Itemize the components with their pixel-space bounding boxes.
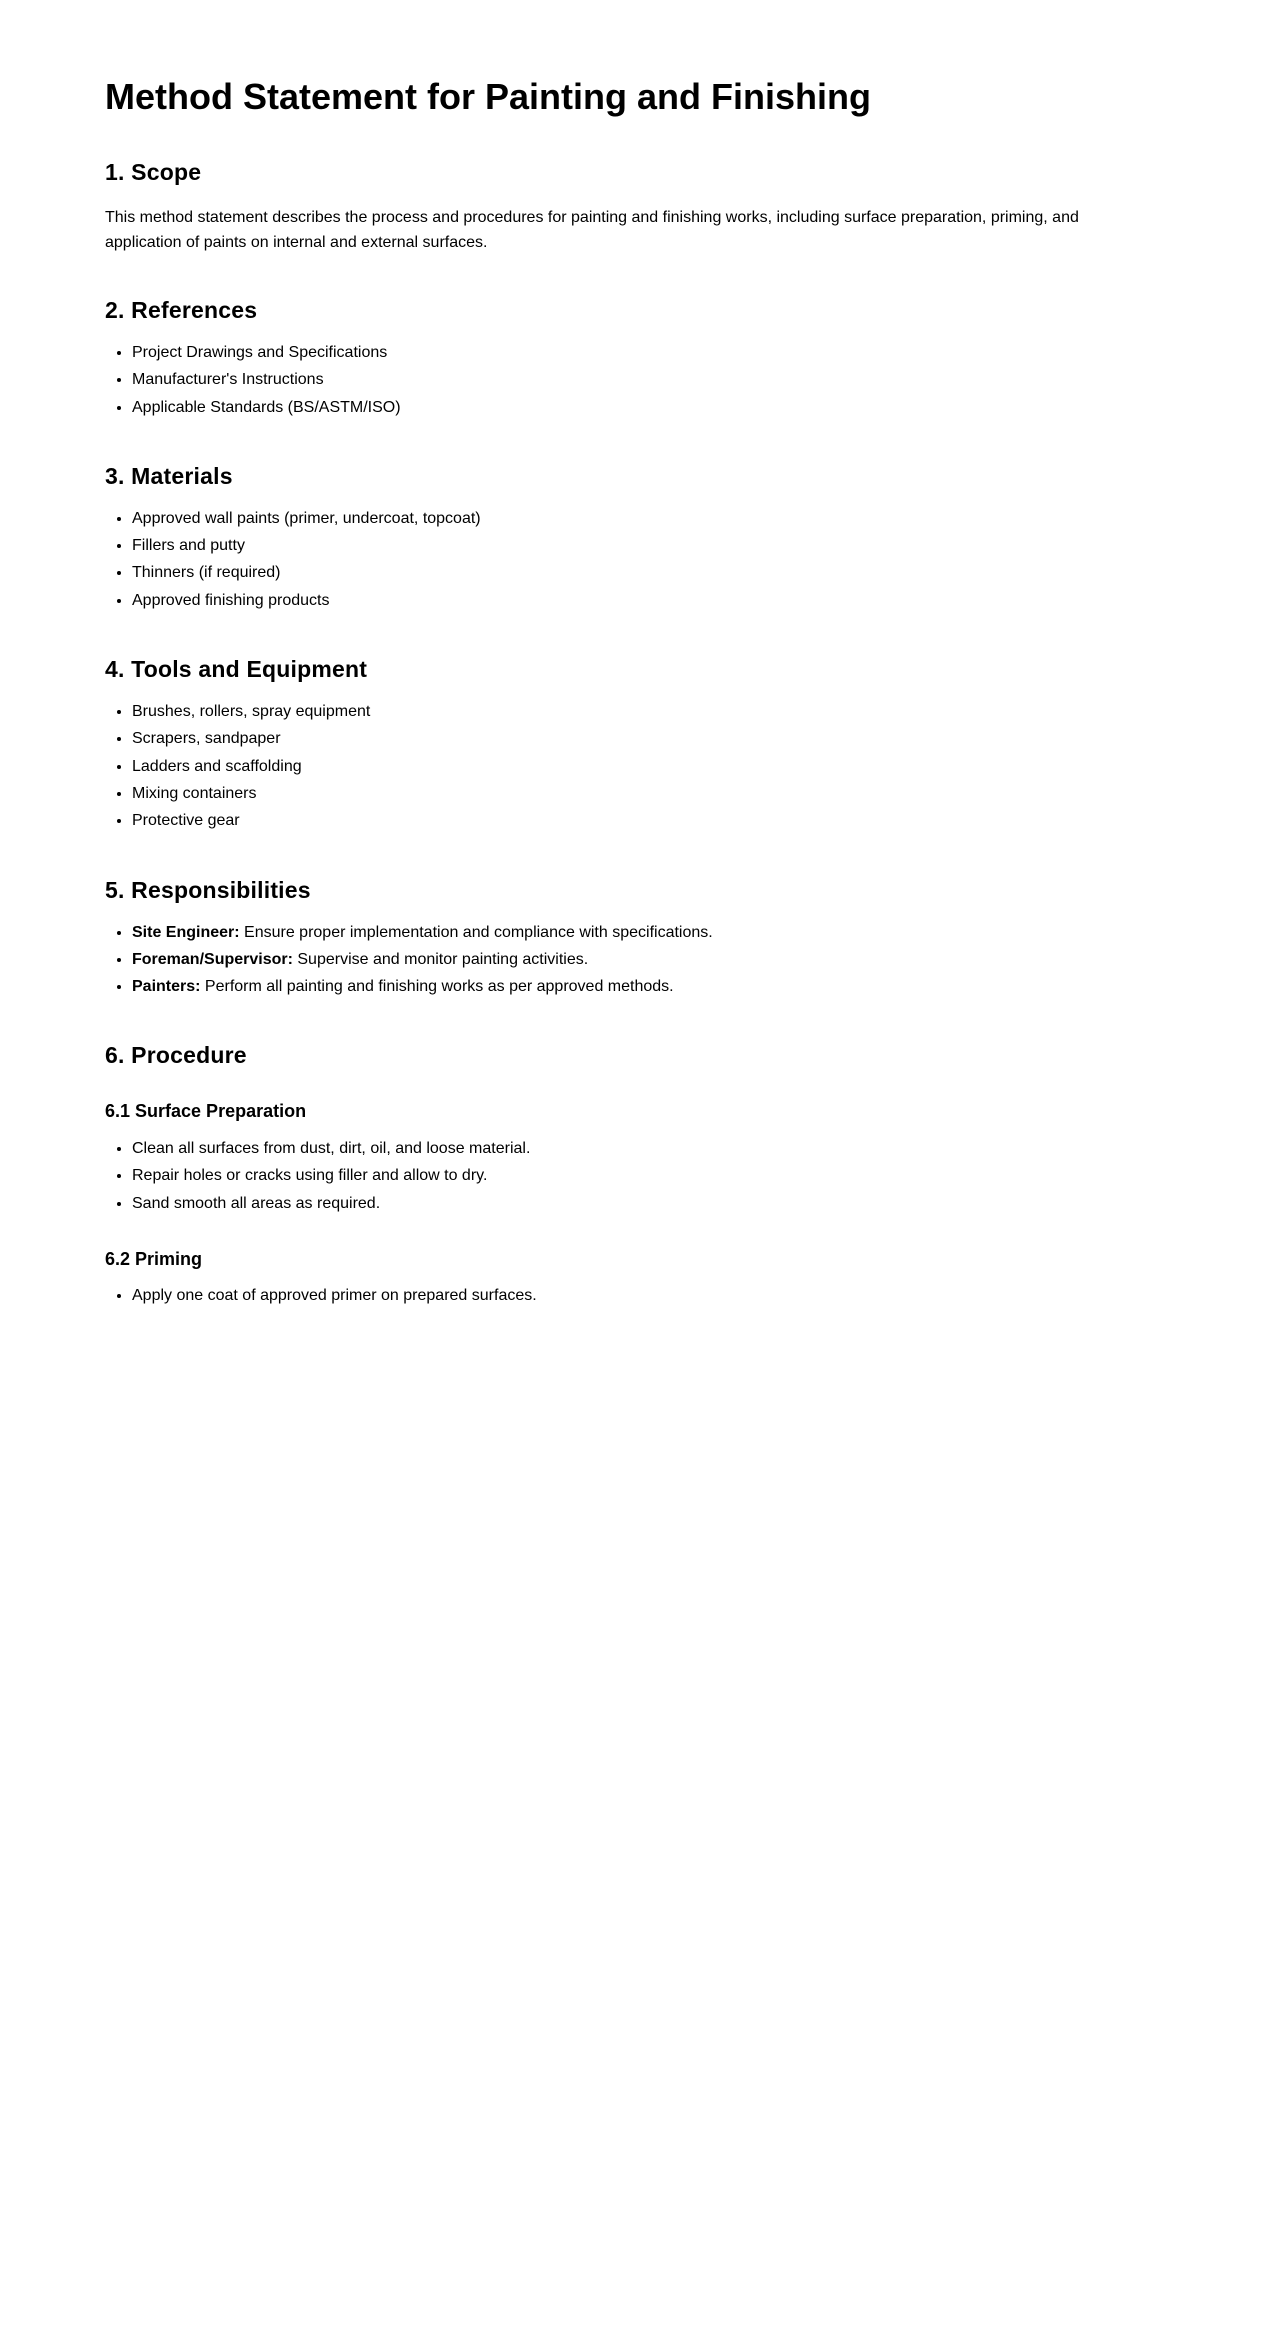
role-description: Supervise and monitor painting activities.	[292, 950, 589, 968]
role-label: Painters:	[132, 978, 201, 996]
section-heading-tools: 4. Tools and Equipment	[105, 656, 368, 683]
tools-list	[105, 698, 1158, 834]
section-heading-procedure: 6. Procedure	[105, 1042, 247, 1069]
list-item: • Approved wall paints (primer, undercoat, topcoat)	[132, 505, 1158, 532]
subsection-heading-surface-preparation: 6.1 Surface Preparation	[105, 1101, 307, 1122]
priming-list	[105, 1282, 1158, 1309]
list-item: • Repair holes or cracks using filler and allow to dry.	[132, 1162, 1158, 1189]
list-item: • Project Drawings and Specifications	[132, 339, 1158, 366]
section-heading-scope: 1. Scope	[105, 159, 202, 185]
list-item: • Apply one coat of approved primer on prepared surfaces.	[132, 1282, 1158, 1309]
list-item: • Brushes, rollers, spray equipment	[132, 698, 1158, 725]
page-title: Method Statement for Painting and Finishing	[105, 76, 871, 117]
list-item	[132, 973, 1158, 1000]
scope-text: This method statement describes the process and procedures for painting and finishing works, including surface preparation, priming, and application of paints on internal and external surfaces.	[105, 209, 1079, 251]
list-item: • Protective gear	[132, 807, 1158, 834]
role-label: Site Engineer:	[132, 923, 240, 941]
list-item: • Clean all surfaces from dust, dirt, oil, and loose material.	[132, 1135, 1158, 1162]
list-item: • Sand smooth all areas as required.	[132, 1190, 1158, 1217]
list-item: • Approved finishing products	[132, 587, 1158, 614]
responsibilities-list	[105, 919, 1158, 1001]
list-item: • Ladders and scaffolding	[132, 753, 1158, 780]
materials-list	[105, 505, 1158, 614]
role-label: Foreman/Supervisor:	[132, 950, 293, 968]
list-item: • Manufacturer's Instructions	[132, 366, 1158, 393]
subsection-heading-priming: 6.2 Priming	[105, 1248, 203, 1269]
list-item	[132, 946, 1158, 973]
list-item	[132, 919, 1158, 946]
role-description: Perform all painting and finishing works as per approved methods.	[200, 978, 674, 996]
references-list	[105, 339, 1158, 421]
list-item: • Mixing containers	[132, 780, 1158, 807]
section-heading-references: 2. References	[105, 297, 258, 323]
section-heading-responsibilities: 5. Responsibilities	[105, 876, 311, 903]
surface-preparation-list	[105, 1135, 1158, 1217]
list-item: • Fillers and putty	[132, 532, 1158, 559]
list-item: • Scrapers, sandpaper	[132, 725, 1158, 752]
section-heading-materials: 3. Materials	[105, 462, 233, 489]
role-description: Ensure proper implementation and compliance with specifications.	[239, 923, 713, 941]
list-item: • Thinners (if required)	[132, 559, 1158, 586]
list-item: • Applicable Standards (BS/ASTM/ISO)	[132, 394, 1158, 421]
